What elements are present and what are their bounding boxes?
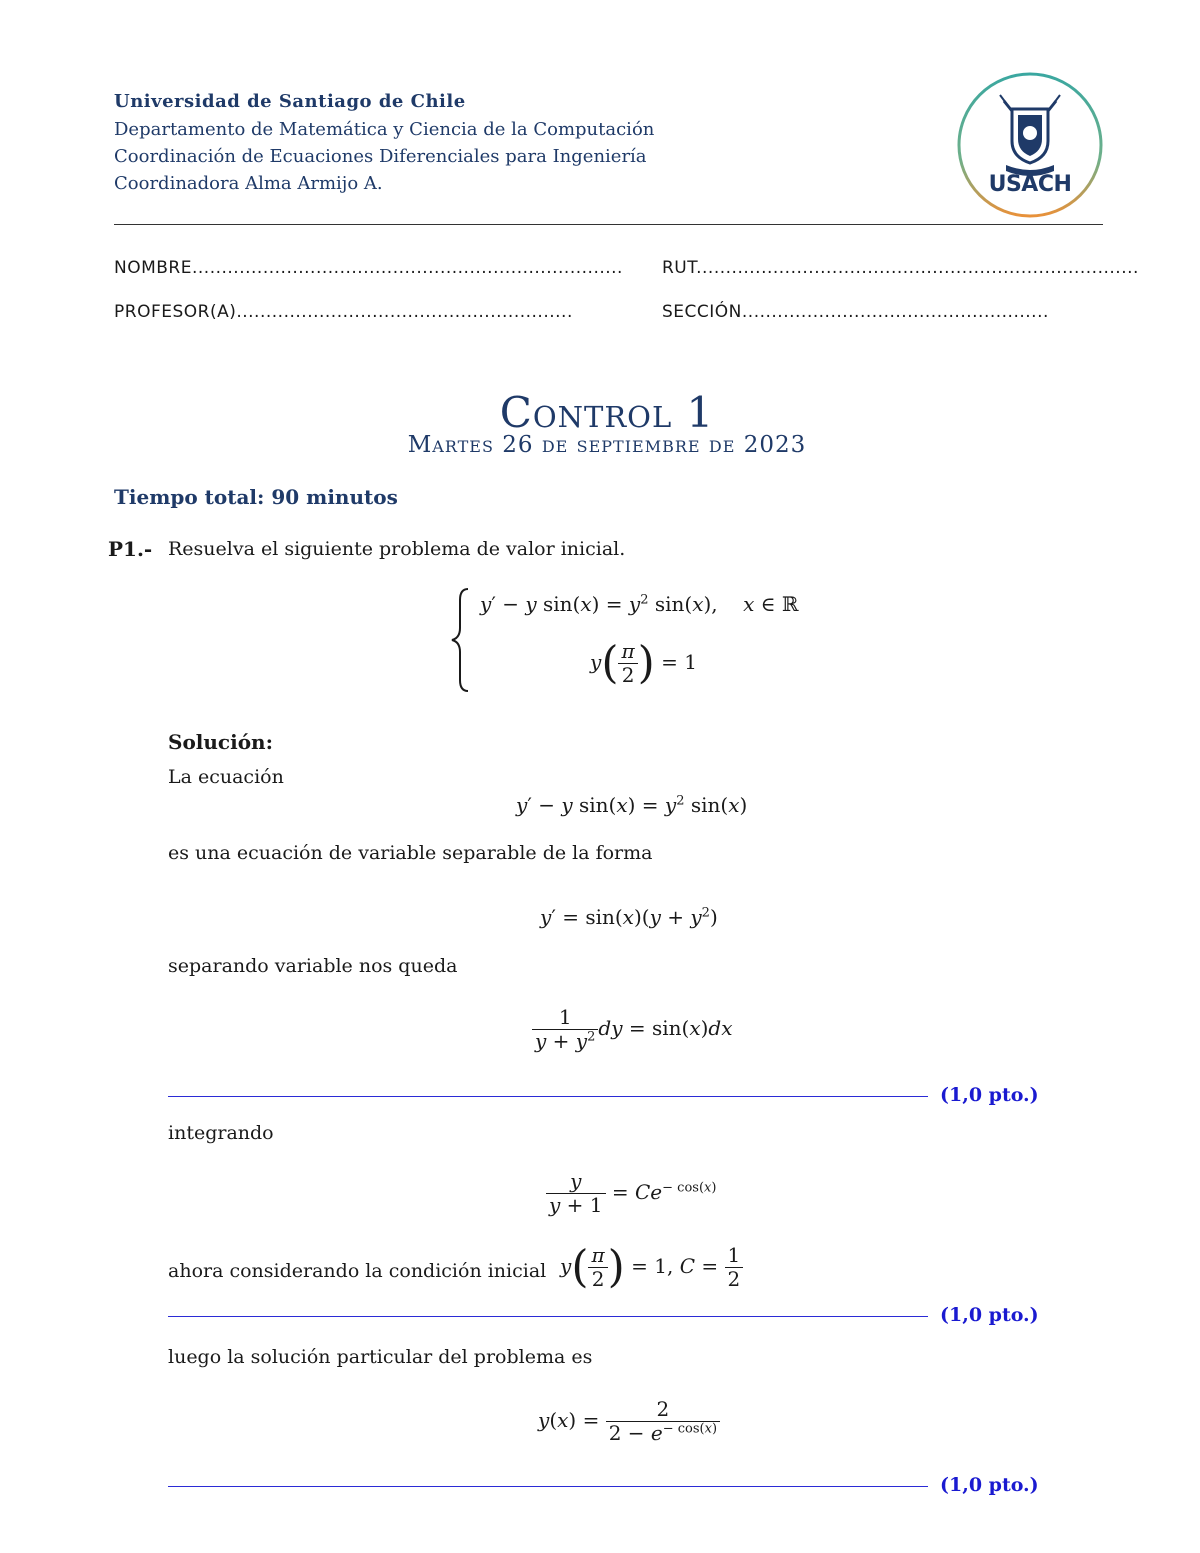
equation-system	[448, 586, 828, 696]
time-limit: Tiempo total: 90 minutos	[114, 485, 398, 509]
particular-solution: y(x) = $\frac{2}{2 - e^{- cos(x)}}$	[538, 1398, 720, 1445]
nombre-field: NOMBRE.........................................................................	[114, 258, 623, 278]
usach-logo	[956, 71, 1104, 219]
rut-field: RUT...........................................................................	[662, 258, 1139, 278]
ode-equation: y′ − y $\sin(x) = y^2$ sin(x), x ∈ ℝ	[480, 592, 799, 616]
problem-statement: Resuelva el siguiente problema de valor inicial.	[168, 538, 626, 560]
left-brace	[448, 586, 472, 694]
solution-text-5: ahora considerando la condición inicial	[168, 1260, 547, 1282]
score-line-1	[168, 1096, 928, 1097]
coordinator-name: Coordinadora Alma Armijo A.	[114, 173, 383, 194]
equation-2: $y' = \sin(x)(y + y^2)$	[540, 905, 718, 929]
solution-text-2: es una ecuación de variable separable de la forma	[168, 842, 653, 864]
equation-3: $\frac{1}{y + y^2}$ dy = sin(x)dx	[532, 1006, 733, 1053]
score-line-2	[168, 1316, 928, 1317]
score-2: (1,0 pto.)	[940, 1304, 1039, 1326]
profesor-field: PROFESOR(A).........................................................	[114, 302, 573, 322]
solution-text-6: luego la solución particular del problema es	[168, 1346, 593, 1368]
logo-text: USACH	[988, 172, 1072, 197]
solution-heading: Solución:	[168, 730, 273, 754]
initial-condition: y( $\frac{\pi}{2}$ ) = 1	[590, 637, 698, 689]
solution-text-1: La ecuación	[168, 766, 284, 788]
coordination-name: Coordinación de Ecuaciones Diferenciales para Ingeniería	[114, 146, 647, 167]
exam-title: Control 1	[499, 388, 715, 437]
department-name: Departamento de Matemática y Ciencia de la Computación	[114, 119, 655, 140]
score-3: (1,0 pto.)	[940, 1474, 1039, 1496]
university-name: Universidad de Santiago de Chile	[114, 91, 466, 112]
score-1: (1,0 pto.)	[940, 1084, 1039, 1106]
problem-label: P1.-	[108, 537, 153, 561]
equation-1: y′ − y $\sin(x) = y^2$ sin(x)	[516, 793, 748, 817]
seccion-field: SECCIÓN....................................................	[662, 302, 1049, 322]
solution-text-4: integrando	[168, 1122, 274, 1144]
equation-4: $\frac{y}{y + 1}$ = $Ce^{- cos(x)}$	[546, 1170, 716, 1217]
score-line-3	[168, 1486, 928, 1487]
initial-condition-value: y( $\frac{\pi}{2}$ ) = 1, C = $\frac{1}{2}$	[560, 1244, 743, 1291]
header-divider	[114, 224, 1103, 225]
solution-text-3: separando variable nos queda	[168, 955, 458, 977]
exam-date: Martes 26 de septiembre de 2023	[407, 432, 807, 458]
